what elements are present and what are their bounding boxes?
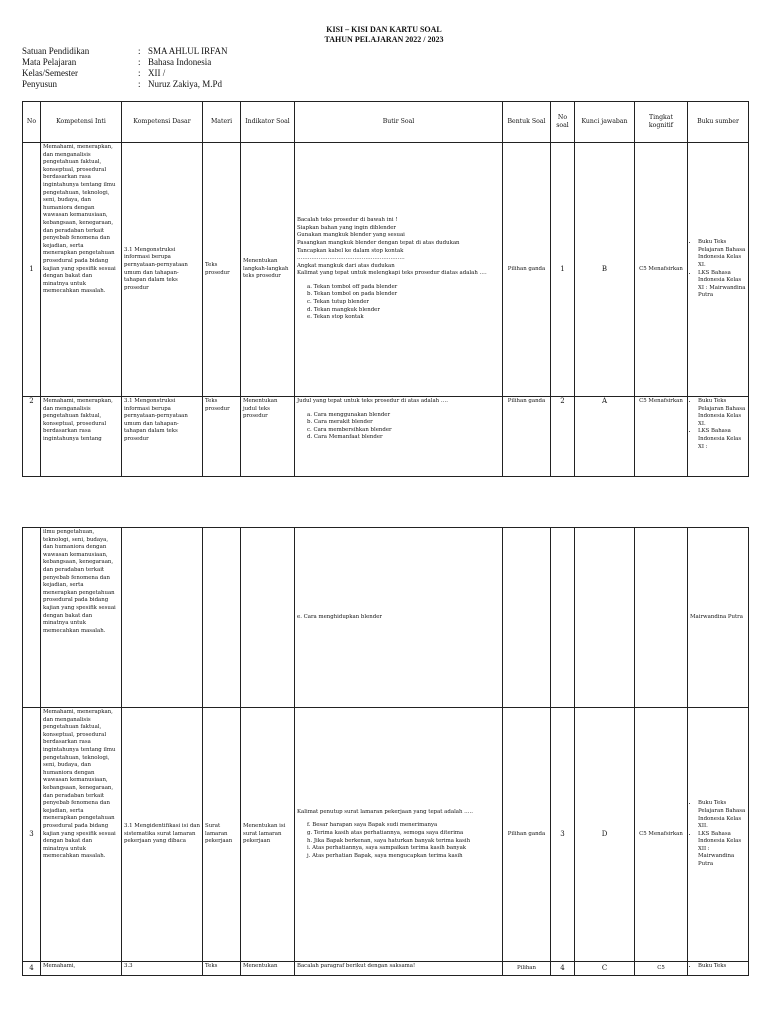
buku-sumber-cell xyxy=(688,397,749,477)
source-list xyxy=(690,800,746,868)
col-header-materi: Materi xyxy=(203,102,241,143)
kompetensi-dasar-cell: 3.1 Mengonstruksi informasi berupa pernyataan-pernyataan umum dan tahapan-tahapan dalam teks prosedur xyxy=(122,143,203,397)
table-row xyxy=(23,143,749,397)
answer-options xyxy=(297,412,500,442)
buku-sumber-cell xyxy=(688,143,749,397)
meta-row-subject: Mata Pelajaran : Bahasa Indonesia xyxy=(22,57,212,67)
bentuk-soal-cell: Pilihan ganda xyxy=(503,708,551,962)
source-item: • Buku Teks Pelajaran Bahasa Indonesia Kelas XI. xyxy=(698,239,746,269)
kisi-table-page-1 xyxy=(22,101,749,477)
question-line: …………………………………………………… xyxy=(297,255,405,262)
bentuk-soal-cell: Pilihan xyxy=(503,962,551,976)
butir-soal-cell xyxy=(295,708,503,962)
bentuk-soal-cell: Pilihan ganda xyxy=(503,397,551,477)
no-soal-cell: 3 xyxy=(551,708,575,962)
col-header-kognitif: Tingkat kognitif xyxy=(635,102,688,143)
source-item: • Buku Teks Pelajaran Bahasa Indonesia Kelas XI. xyxy=(698,398,746,428)
source-item: • Buku Teks xyxy=(698,963,746,971)
tingkat-kognitif-cell: C5 Menafsirkan xyxy=(635,397,688,477)
meta-row-class: Kelas/Semester : XII / xyxy=(22,68,166,78)
table-header-row xyxy=(23,102,749,143)
buku-sumber-cell: Mairwandina Putra xyxy=(688,528,749,708)
materi-cell: Teks xyxy=(203,962,241,976)
table-row xyxy=(23,397,749,477)
kompetensi-inti-cell: Memahami, menerapkan, dan menganalisis pengetahuan faktual, konseptual, prosedural berdasarkan rasa ingintahunya tentang ilmu pengetahuan, teknologi, seni, budaya, dan humaniora dengan wawasan kemanusiaan, kebangsaan, kenegaraan, dan peradaban terkait penyebab fenomena dan kejadian, serta menerapkan pengetahuan prosedural pada bidang kajian yang spesifik sesuai dengan bakat dan minatnya untuk memecahkan masalah. xyxy=(41,708,122,962)
answer-options xyxy=(297,284,500,322)
kompetensi-inti-cell: Memahami, menerapkan, dan menganalisis pengetahuan faktual, konseptual, prosedural berdasarkan rasa ingintahunya tentang xyxy=(41,397,122,477)
buku-sumber-cell xyxy=(688,708,749,962)
answer-option: d. Cara Memanfaat blender xyxy=(307,434,383,441)
indikator-cell: Menentukan judul teks prosedur xyxy=(241,397,295,477)
answer-option: a. Cara menggunakan blender xyxy=(307,411,391,418)
kompetensi-inti-cell: ilmu pengetahuan, teknologi, seni, budaya, dan humaniora dengan wawasan kemanusiaan, kebangsaan, kenegaraan, dan peradaban terkait penyebab fenomena dan kejadian, serta menerapkan pengetahuan prosedural pada bidang kajian yang spesifik sesuai dengan bakat dan minatnya untuk memecahkan masalah. xyxy=(41,528,122,708)
kompetensi-inti-cell: Memahami, xyxy=(41,962,122,976)
row-number: 4 xyxy=(23,962,41,976)
answer-option: f. Besar harapan saya Bapak sudi menerimanya xyxy=(307,822,438,829)
kompetensi-dasar-cell: 3.1 Mengidentifikasi isi dan sistematika surat lamaran pekerjaan yang dibaca xyxy=(122,708,203,962)
buku-sumber-cell xyxy=(688,962,749,976)
source-item: • Buku Teks Pelajaran Bahasa Indonesia Kelas XII. xyxy=(698,800,746,830)
bentuk-soal-cell: Pilihan ganda xyxy=(503,143,551,397)
butir-soal-cell: Bacalah paragraf berikut dengan saksama! xyxy=(295,962,503,976)
question-line: Kalimat yang tepat untuk melengkapi teks prosedur diatas adalah …. xyxy=(297,270,487,277)
col-header-bentuk: Bentuk Soal xyxy=(503,102,551,143)
kunci-jawaban-cell: A xyxy=(575,397,635,477)
tingkat-kognitif-cell: C5 Menafsirkan xyxy=(635,708,688,962)
kunci-jawaban-cell: B xyxy=(575,143,635,397)
document-subtitle: TAHUN PELAJARAN 2022 / 2023 xyxy=(324,35,444,44)
kisi-table-page-2 xyxy=(22,527,749,976)
col-header-ki: Kompetensi Inti xyxy=(41,102,122,143)
indikator-cell: Menentukan langkah-langkah teks prosedur xyxy=(241,143,295,397)
document-title: KISI – KISI DAN KARTU SOAL xyxy=(326,25,442,34)
kunci-jawaban-cell: C xyxy=(575,962,635,976)
col-header-butir: Butir Soal xyxy=(295,102,503,143)
table-row xyxy=(23,962,749,976)
source-item: • LKS Bahasa Indonesia Kelas XI : xyxy=(698,428,746,451)
question-line: Angkat mangkuk dari atas dudukan xyxy=(297,262,395,269)
indikator-cell: Menentukan xyxy=(241,962,295,976)
question-line: Bacalah teks prosedur di bawah ini ! xyxy=(297,217,398,224)
no-soal-cell: 4 xyxy=(551,962,575,976)
answer-option: b. Cara merakit blender xyxy=(307,419,373,426)
source-list xyxy=(690,239,746,300)
question-line: Pasangkan mangkuk blender dengan tepat di atas dudukan xyxy=(297,239,460,246)
question-line: Siapkan bahan yang ingin diblender xyxy=(297,224,396,231)
kompetensi-inti-cell: Memahami, menerapkan, dan menganalisis pengetahuan faktual, konseptual, prosedural berdasarkan rasa ingintahunya tentang ilmu pengetahuan, teknologi, seni, budaya, dan humaniora dengan wawasan kemanusiaan, kebangsaan, kenegaraan, dan peradaban terkait penyebab fenomena dan kejadian, serta menerapkan pengetahuan prosedural pada bidang kajian yang spesifik sesuai dengan bakat dan minatnya untuk memecahkan masalah. xyxy=(41,143,122,397)
row-number: 3 xyxy=(23,708,41,962)
butir-soal-cell xyxy=(295,528,503,708)
source-item: • LKS Bahasa Indonesia Kelas XII : Mairwandina Putra xyxy=(698,831,746,869)
col-header-kd: Kompetensi Dasar xyxy=(122,102,203,143)
kompetensi-dasar-cell: 3.1 Mengonstruksi informasi berupa pernyataan-pernyataan umum dan tahapan-tahapan dalam teks prosedur xyxy=(122,397,203,477)
col-header-kunci: Kunci jawaban xyxy=(575,102,635,143)
answer-option: c. Tekan tutup blender xyxy=(307,299,369,306)
answer-option: h. Jika Bapak berkenan, saya haturkan banyak terima kasih xyxy=(307,837,471,844)
indikator-cell: Menentukan isi surat lamaran pekerjaan xyxy=(241,708,295,962)
table-row xyxy=(23,708,749,962)
butir-soal-cell xyxy=(295,143,503,397)
identity-block xyxy=(22,46,228,90)
tingkat-kognitif-cell: C5 xyxy=(635,962,688,976)
col-header-indikator: Indikator Soal xyxy=(241,102,295,143)
question-line: Gunakan mangkuk blender yang sesuai xyxy=(297,232,405,239)
answer-option: d. Tekan mangkuk blender xyxy=(307,306,380,313)
answer-option: c. Cara membersihkan blender xyxy=(307,426,392,433)
no-soal-cell: 1 xyxy=(551,143,575,397)
answer-option: j. Atas perhatian Bapak, saya mengucapkan terima kasih xyxy=(307,852,463,859)
meta-row-author: Penyusun : Nuruz Zakiya, M.Pd xyxy=(22,79,222,89)
question-line: Tancapkan kabel ke dalam stop kontak xyxy=(297,247,404,254)
kunci-jawaban-cell: D xyxy=(575,708,635,962)
answer-option: e. Cara menghidupkan blender xyxy=(297,613,382,620)
col-header-no: No xyxy=(23,102,41,143)
meta-row-school: Satuan Pendidikan : SMA AHLUL IRFAN xyxy=(22,46,228,56)
answer-option: a. Tekan tombol off pada blender xyxy=(307,283,398,290)
answer-options xyxy=(297,822,500,860)
no-soal-cell: 2 xyxy=(551,397,575,477)
materi-cell: Teks prosedur xyxy=(203,143,241,397)
question-line: Judul yang tepat untuk teks prosedur di atas adalah …. xyxy=(297,398,448,404)
row-number: 2 xyxy=(23,397,41,477)
source-item: • LKS Bahasa Indonesia Kelas XI : Mairwandina Putra xyxy=(698,270,746,300)
answer-option: b. Tekan tombol on pada blender xyxy=(307,291,398,298)
source-list xyxy=(690,398,746,451)
col-header-sumber: Buku sumber xyxy=(688,102,749,143)
tingkat-kognitif-cell: C5 Menafsirkan xyxy=(635,143,688,397)
answer-option: i. Atas perhatiannya, saya sampaikan terima kasih banyak xyxy=(307,845,467,852)
question-line: Kalimat penutup surat lamaran pekerjaan yang tepat adalah ….. xyxy=(297,808,474,815)
kompetensi-dasar-cell: 3.3 xyxy=(122,962,203,976)
butir-soal-cell xyxy=(295,397,503,477)
source-list xyxy=(690,963,746,971)
row-number: 1 xyxy=(23,143,41,397)
col-header-nosoal: No soal xyxy=(551,102,575,143)
materi-cell: Teks prosedur xyxy=(203,397,241,477)
materi-cell: Surat lamaran pekerjaan xyxy=(203,708,241,962)
answer-option: e. Tekan stop kontak xyxy=(307,314,364,321)
answer-option: g. Terima kasih atas perhatiannya, semoga saya diterima xyxy=(307,829,464,836)
table-row-continued xyxy=(23,528,749,708)
